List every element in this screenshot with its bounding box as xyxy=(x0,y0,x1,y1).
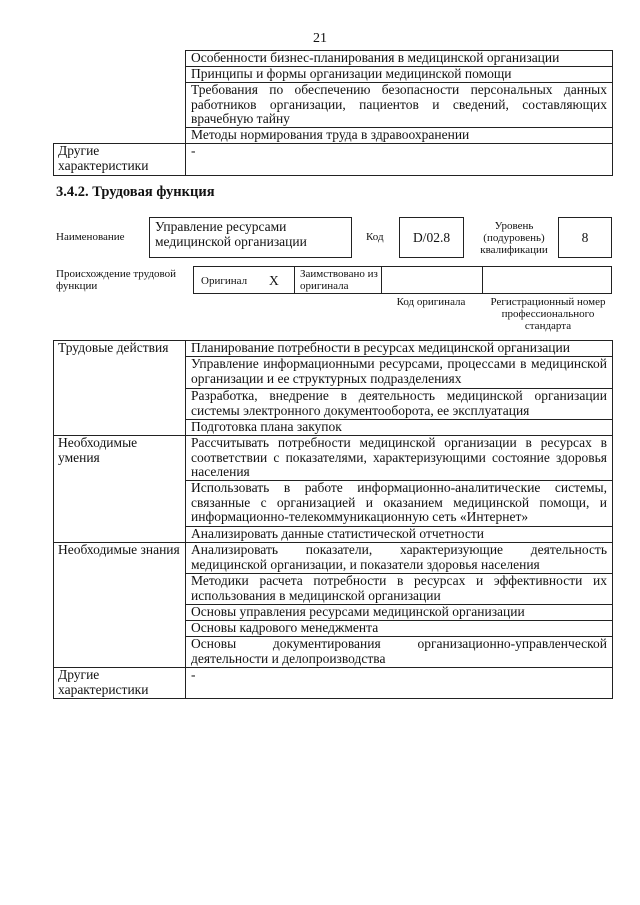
knowledge-item: Особенности бизнес-планирования в медицинской организации xyxy=(186,51,613,67)
knowledge-item: Основы кадрового менеджмента xyxy=(186,621,613,637)
name-box xyxy=(149,217,352,258)
divider xyxy=(294,267,295,293)
skill-item: Анализировать данные статистической отчетности xyxy=(186,527,613,543)
knowledge-item: Методики расчета потребности в ресурсах и эффективности их использования в медицинской организации xyxy=(186,574,613,605)
previous-function-table xyxy=(53,50,613,176)
other-characteristics-value: - xyxy=(186,668,613,699)
other-characteristics-label: Другие характеристики xyxy=(54,668,186,699)
original-mark: X xyxy=(269,273,279,288)
labor-action-item: Управление информационными ресурсами, процессами в медицинской организации и ее структурных подразделениях xyxy=(186,357,613,389)
knowledge-item: Принципы и формы организации медицинской помощи xyxy=(186,67,613,83)
name-value: Управление ресурсами медицинской организации xyxy=(155,219,307,249)
level-box xyxy=(558,217,612,258)
knowledge-item: Анализировать показатели, характеризующие деятельность медицинской организации, и показатели здоровья населения xyxy=(186,543,613,574)
section-heading: 3.4.2. Трудовая функция xyxy=(56,184,215,200)
knowledge-item: Основы документирования организационно-управленческой деятельности и делопроизводства xyxy=(186,637,613,668)
origin-box xyxy=(193,266,612,294)
labor-action-item: Планирование потребности в ресурсах медицинской организации xyxy=(186,341,613,357)
page-number: 21 xyxy=(313,31,327,46)
skill-item: Использовать в работе информационно-аналитические системы, связанные с организацией и оказанием медицинской помощи, и информационно-телекоммуникационную сеть «Интернет» xyxy=(186,481,613,527)
code-box xyxy=(399,217,464,258)
name-label: Наименование xyxy=(56,231,125,243)
level-label: Уровень (подуровень) квалификации xyxy=(480,220,548,256)
knowledge-item: Методы нормирования труда в здравоохранении xyxy=(186,128,613,144)
labor-action-item: Подготовка плана закупок xyxy=(186,420,613,436)
divider xyxy=(381,267,382,293)
skill-item: Рассчитывать потребности медицинской организации в ресурсах в соответствии с показателями, характеризующими состояние здоровья населения xyxy=(186,436,613,481)
original-label: Оригинал xyxy=(201,275,248,287)
other-characteristics-value: - xyxy=(186,144,613,176)
knowledge-item: Основы управления ресурсами медицинской организации xyxy=(186,605,613,621)
code-label: Код xyxy=(366,231,384,243)
other-characteristics-label: Другие характеристики xyxy=(54,144,186,176)
divider xyxy=(482,267,483,293)
knowledge-label: Необходимые знания xyxy=(54,543,186,668)
level-value: 8 xyxy=(581,230,589,245)
labor-function-table xyxy=(53,340,613,699)
code-value: D/02.8 xyxy=(412,230,451,245)
code-original-label: Код оригинала xyxy=(396,296,466,308)
knowledge-item: Требования по обеспечению безопасности персональных данных работников организации, пациентов и сведений, составляющих врачебную тайну xyxy=(186,83,613,128)
empty-label-cell xyxy=(54,51,186,144)
origin-label: Происхождение трудовой функции xyxy=(56,268,177,292)
labor-actions-label: Трудовые действия xyxy=(54,341,186,436)
reg-number-label: Регистрационный номер профессионального стандарта xyxy=(490,296,606,332)
borrowed-label: Заимствовано из оригинала xyxy=(300,268,378,292)
skills-label: Необходимые умения xyxy=(54,436,186,543)
labor-action-item: Разработка, внедрение в деятельность медицинской организации системы электронного документооборота, ее эксплуатация xyxy=(186,389,613,420)
